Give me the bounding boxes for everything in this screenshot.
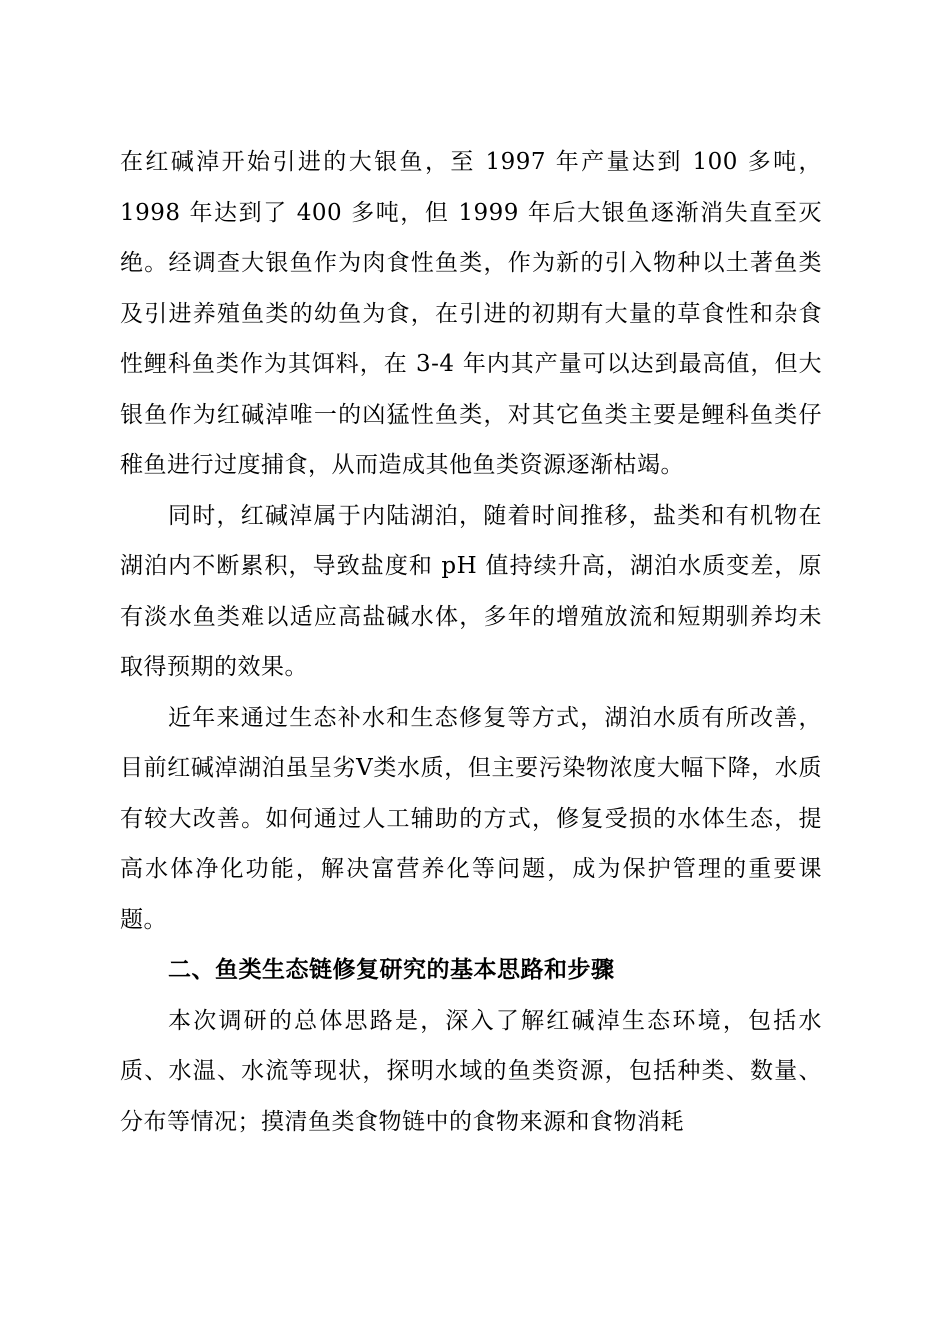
paragraph-water-quality-improvement: 近年来通过生态补水和生态修复等方式，湖泊水质有所改善，目前红碱淖湖泊虽呈劣Ⅴ类水质，但主要污染物浓度大幅下降，水质有较大改善。如何通过人工辅助的方式，修复受损的水体生态，提高水体净化功能，解决富营养化等问题，成为保护管理的重要课题。 (120, 704, 822, 933)
paragraph-research-approach: 本次调研的总体思路是，深入了解红碱淖生态环境，包括水质、水温、水流等现状，探明水域的鱼类资源，包括种类、数量、分布等情况；摸清鱼类食物链中的食物来源和食物消耗 (120, 1007, 822, 1135)
document-body (120, 137, 822, 1147)
paragraph-silver-fish-history: 在红碱淖开始引进的大银鱼，至 1997 年产量达到 100 多吨，1998 年达到了 400 多吨，但 1999 年后大银鱼逐渐消失直至灭绝。经调查大银鱼作为肉食性鱼类，作为新的引入物种以土著鱼类及引进养殖鱼类的幼鱼为食，在引进的初期有大量的草食性和杂食性鲤科鱼类作为其饵料，在 3-4 年内其产量可以达到最高值，但大银鱼作为红碱淖唯一的凶猛性鱼类，对其它鱼类主要是鲤科鱼类仔稚鱼进行过度捕食，从而造成其他鱼类资源逐渐枯竭。 (120, 149, 822, 478)
paragraph-salinity-change: 同时，红碱淖属于内陆湖泊，随着时间推移，盐类和有机物在湖泊内不断累积，导致盐度和 pH 值持续升高，湖泊水质变差，原有淡水鱼类难以适应高盐碱水体，多年的增殖放流和短期驯养均未取得预期的效果。 (120, 502, 822, 680)
section-heading: 二、鱼类生态链修复研究的基本思路和步骤 (168, 957, 615, 983)
